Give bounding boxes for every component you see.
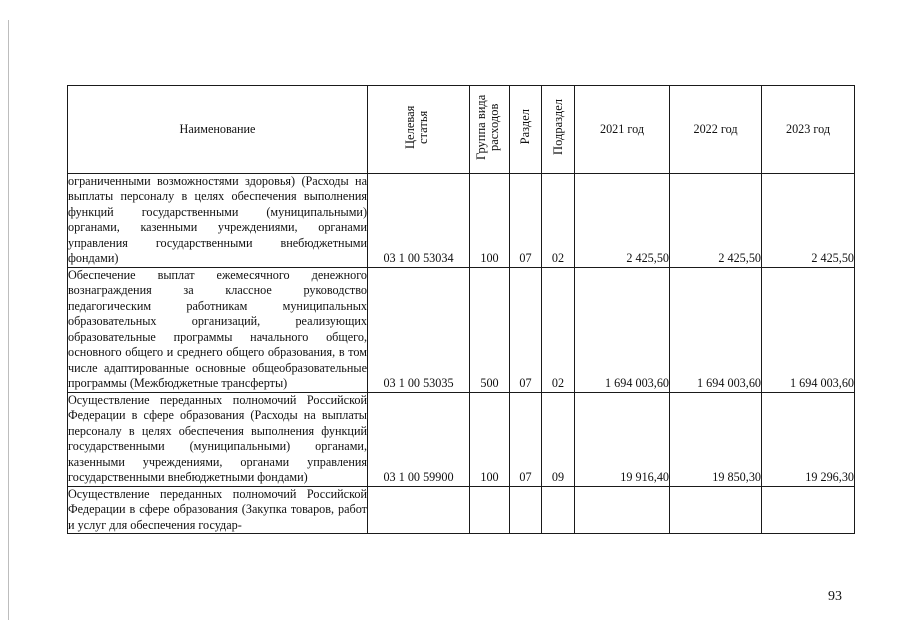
- header-section: [510, 86, 542, 174]
- header-expense-group: [470, 86, 510, 174]
- row-name-text: Осуществление переданных полномочий Российской Федерации в сфере образования (Закупка товаров, работ и услуг для обеспечения государ-: [68, 486, 367, 532]
- budget-table: [67, 85, 855, 534]
- row-2022: 19 850,30: [670, 392, 762, 486]
- header-expense-group-label: Группа вида расходов: [473, 94, 501, 160]
- header-subsection-label: Подраздел: [550, 99, 565, 155]
- header-name: Наименование: [68, 86, 368, 174]
- page-number: 93: [828, 589, 842, 604]
- row-2021: 1 694 003,60: [575, 267, 670, 392]
- row-group: 100: [470, 392, 510, 486]
- row-name-text: Обеспечение выплат ежемесячного денежного вознаграждения за классное руководство педагогическим работникам муниципальных образовательных организаций, реализующих образовательные программы начального общего, основного общего и среднего общего образования, в том числе адаптированные основные общеобразовательные программы (Межбюджетные трансферты): [68, 267, 367, 390]
- row-subsection: 02: [542, 267, 575, 392]
- row-name-text: ограниченными возможностями здоровья) (Расходы на выплаты персоналу в целях обеспечения выполнения функций государственными (муниципальными) органами, казенными учреждениями, органами управления государственными внебюджетными фондами): [68, 173, 367, 265]
- row-name: [68, 173, 368, 267]
- header-target-article: [368, 86, 470, 174]
- scan-edge-line: [8, 20, 9, 620]
- row-code: [368, 486, 470, 534]
- header-year-2022: 2022 год: [670, 86, 762, 174]
- header-target-article-label: Целевая статья: [402, 105, 430, 149]
- row-name-text: Осуществление переданных полномочий Российской Федерации в сфере образования (Расходы на выплаты персоналу в целях обеспечения выполнения функций государственными (муниципальными) органами, казенными учреждениями, органами управления государственными внебюджетными фондами): [68, 392, 367, 484]
- row-subsection: 09: [542, 392, 575, 486]
- row-2022: 2 425,50: [670, 173, 762, 267]
- row-2021: [575, 486, 670, 534]
- row-code: 03 1 00 53034: [368, 173, 470, 267]
- header-subsection: [542, 86, 575, 174]
- table-row: [68, 173, 855, 267]
- table-row: [68, 392, 855, 486]
- row-section: 07: [510, 267, 542, 392]
- row-2022: 1 694 003,60: [670, 267, 762, 392]
- row-2021: 2 425,50: [575, 173, 670, 267]
- row-group: 100: [470, 173, 510, 267]
- row-section: [510, 486, 542, 534]
- row-group: [470, 486, 510, 534]
- row-section: 07: [510, 392, 542, 486]
- row-code: 03 1 00 59900: [368, 392, 470, 486]
- header-year-2023: 2023 год: [762, 86, 855, 174]
- row-2023: 1 694 003,60: [762, 267, 855, 392]
- table-row: [68, 267, 855, 392]
- row-section: 07: [510, 173, 542, 267]
- row-name: [68, 486, 368, 534]
- header-year-2021: 2021 год: [575, 86, 670, 174]
- row-2023: 19 296,30: [762, 392, 855, 486]
- table-row: [68, 486, 855, 534]
- row-name: [68, 392, 368, 486]
- row-name: [68, 267, 368, 392]
- row-2021: 19 916,40: [575, 392, 670, 486]
- row-subsection: [542, 486, 575, 534]
- row-group: 500: [470, 267, 510, 392]
- table-header-row: [68, 86, 855, 174]
- row-2023: 2 425,50: [762, 173, 855, 267]
- row-2023: [762, 486, 855, 534]
- row-code: 03 1 00 53035: [368, 267, 470, 392]
- row-subsection: 02: [542, 173, 575, 267]
- row-2022: [670, 486, 762, 534]
- header-section-label: Раздел: [518, 109, 532, 145]
